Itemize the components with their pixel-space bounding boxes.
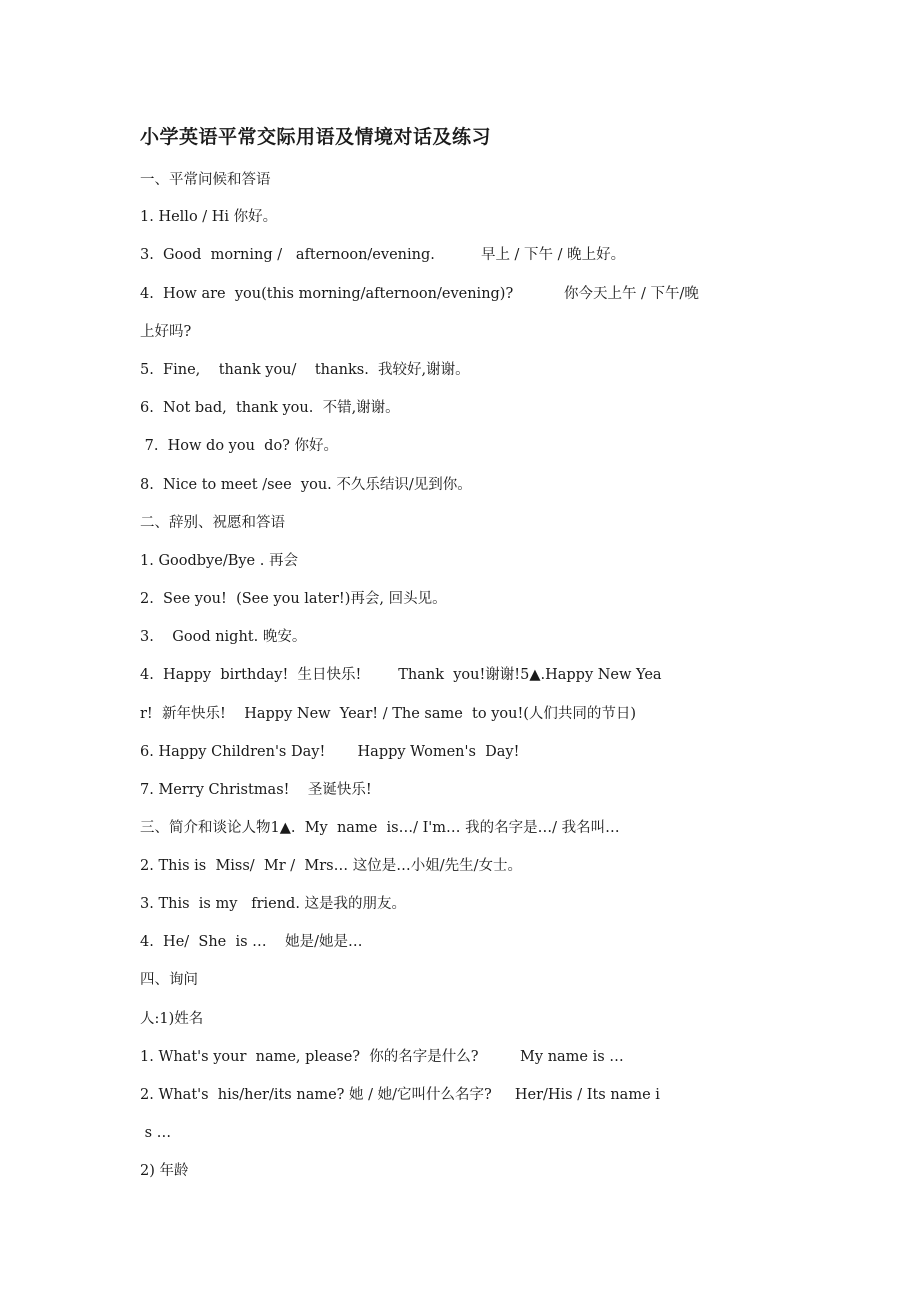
subsection-heading: 2) 年龄 (140, 1163, 189, 1179)
text-line: 4. How are you(this morning/afternoon/evening)? 你今天上午 / 下午/晚 (140, 286, 699, 302)
text-line: 6. Not bad, thank you. 不错,谢谢。 (140, 400, 400, 416)
text-line: 7. How do you do? 你好。 (140, 438, 339, 454)
text-line: 5. Fine, thank you/ thanks. 我较好,谢谢。 (140, 362, 470, 378)
document-title: 小学英语平常交际用语及情境对话及练习 (140, 126, 492, 148)
text-line: 6. Happy Children's Day! Happy Women's Day! (140, 744, 520, 760)
text-line: 7. Merry Christmas! 圣诞快乐! (140, 782, 372, 798)
text-line: 上好吗? (140, 324, 192, 340)
text-line: 1. Goodbye/Bye . 再会 (140, 553, 298, 569)
subsection-heading: 人:1)姓名 (140, 1011, 204, 1027)
text-line: 1. Hello / Hi 你好。 (140, 209, 278, 225)
section-heading: 一、平常问候和答语 (140, 172, 271, 188)
section-heading: 四、询问 (140, 972, 198, 988)
text-line: r! 新年快乐! Happy New Year! / The same to you!(人们共同的节日) (140, 706, 637, 722)
text-line: 1. What's your name, please? 你的名字是什么? My name is … (140, 1049, 624, 1065)
text-line: 8. Nice to meet /see you. 不久乐结识/见到你。 (140, 477, 472, 493)
text-line: 2. See you! (See you later!)再会, 回头见。 (140, 591, 447, 607)
text-line: 3. Good morning / afternoon/evening. 早上 / 下午 / 晚上好。 (140, 247, 626, 263)
section-heading: 二、辞别、祝愿和答语 (140, 515, 285, 531)
text-line: 2. What's his/her/its name? 她 / 她/它叫什么名字? Her/His / Its name i (140, 1087, 660, 1103)
text-line: 2. This is Miss/ Mr / Mrs… 这位是…小姐/先生/女士。 (140, 858, 522, 874)
text-line: 3. This is my friend. 这是我的朋友。 (140, 896, 407, 912)
text-line: s … (140, 1125, 172, 1141)
text-line: 4. Happy birthday! 生日快乐! Thank you!谢谢!5▲.Happy New Yea (140, 667, 662, 683)
section-heading: 三、简介和谈论人物1▲. My name is…/ I'm… 我的名字是…/ 我名叫… (140, 820, 620, 836)
text-line: 4. He/ She is … 她是/她是… (140, 934, 363, 950)
text-line: 3. Good night. 晚安。 (140, 629, 307, 645)
